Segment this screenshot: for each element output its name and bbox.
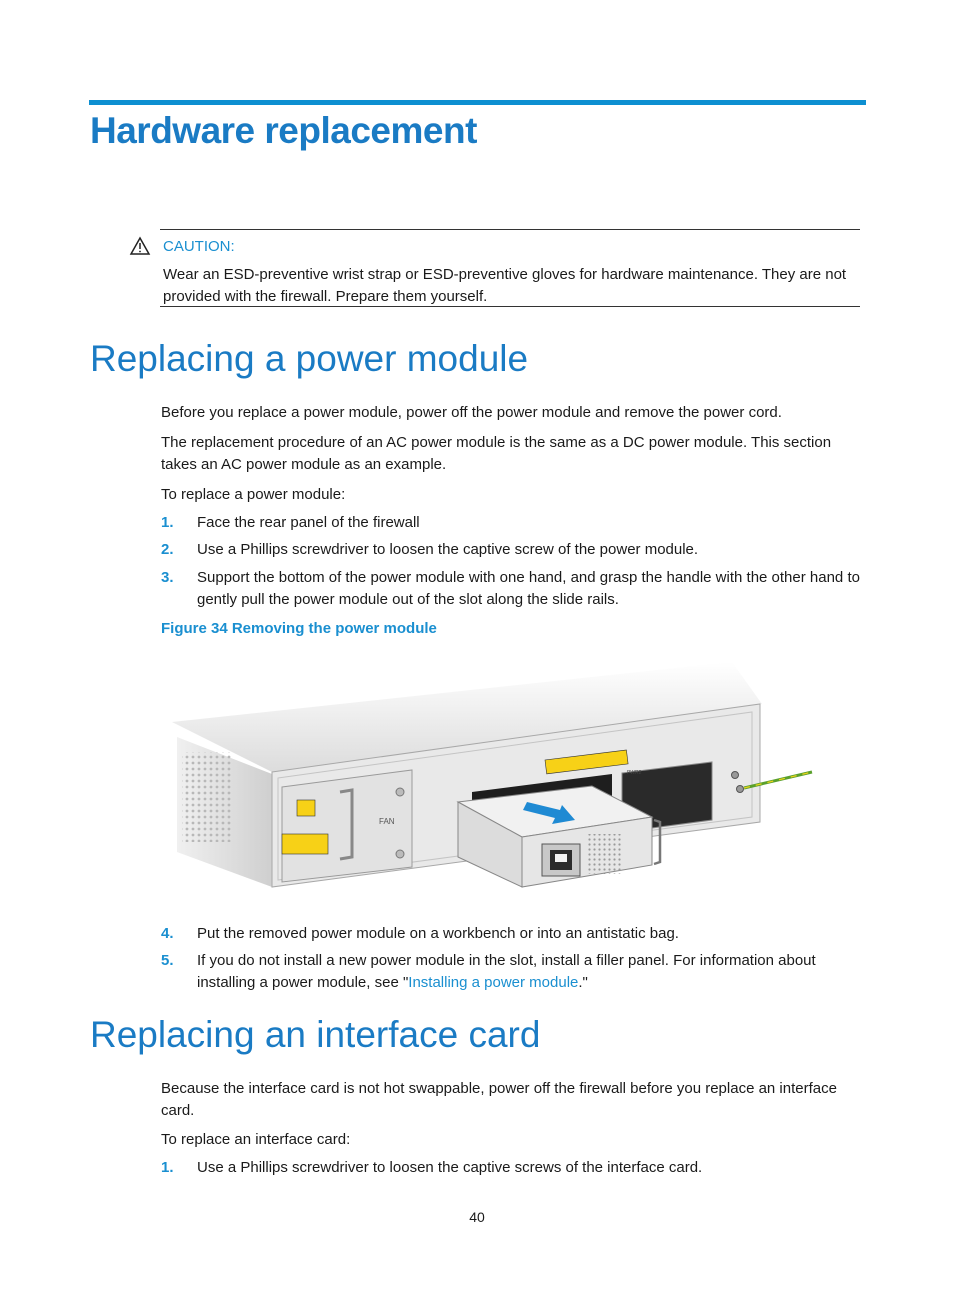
section-title-interface-card: Replacing an interface card — [90, 1014, 541, 1055]
paragraph: Before you replace a power module, power off the power module and remove the power cord. — [161, 404, 782, 421]
page-number: 40 — [469, 1209, 485, 1225]
paragraph: Because the interface card is not hot swappable, power off the firewall before you replace an interface card. — [161, 1080, 837, 1119]
figure-caption: Figure 34 Removing the power module — [161, 620, 437, 637]
step-text: Face the rear panel of the firewall — [197, 514, 420, 531]
paragraph: To replace an interface card: — [161, 1131, 351, 1148]
section-title-power-module: Replacing a power module — [90, 338, 529, 379]
step-text-part: If you do not install a new power module in the slot, install a filler panel. For information about installing a power module, see " — [197, 952, 816, 991]
step-text: Use a Phillips screwdriver to loosen the captive screw of the power module. — [197, 541, 699, 558]
chapter-rule — [89, 100, 866, 105]
step-number: 2. — [161, 541, 174, 558]
step-text: Put the removed power module on a workbench or into an antistatic bag. — [197, 925, 679, 942]
power-module-removal-illustration — [172, 652, 817, 892]
pwr2-label: PWR2 — [627, 770, 642, 776]
step-number: 5. — [161, 952, 174, 969]
fan-label: FAN — [379, 817, 395, 826]
step-number: 4. — [161, 925, 174, 942]
step-number: 1. — [161, 514, 174, 531]
caution-label: CAUTION: — [163, 238, 235, 255]
chapter-title: Hardware replacement — [90, 110, 477, 151]
side-vent — [182, 752, 232, 842]
step-text-part: ." — [578, 974, 588, 991]
caution-triangle-icon — [129, 236, 151, 256]
paragraph: The replacement procedure of an AC power module is the same as a DC power module. This section takes an AC power module as an example. — [161, 434, 832, 473]
step-text — [197, 950, 865, 994]
paragraph: To replace a power module: — [161, 486, 346, 503]
step-text: Support the bottom of the power module with one hand, and grasp the handle with the other hand to gently pull the power module out of the slot along the slide rails. — [197, 569, 860, 608]
installing-power-module-link[interactable]: Installing a power module — [408, 974, 579, 991]
step-text: Use a Phillips screwdriver to loosen the captive screws of the interface card. — [197, 1159, 703, 1176]
warning-label — [282, 834, 328, 854]
step-number: 1. — [161, 1159, 174, 1176]
caution-text: Wear an ESD-preventive wrist strap or ESD-preventive gloves for hardware maintenance. They are not provided with the firewall. Prepare them yourself. — [163, 266, 847, 305]
warning-label — [297, 800, 315, 816]
step-number: 3. — [161, 569, 174, 586]
